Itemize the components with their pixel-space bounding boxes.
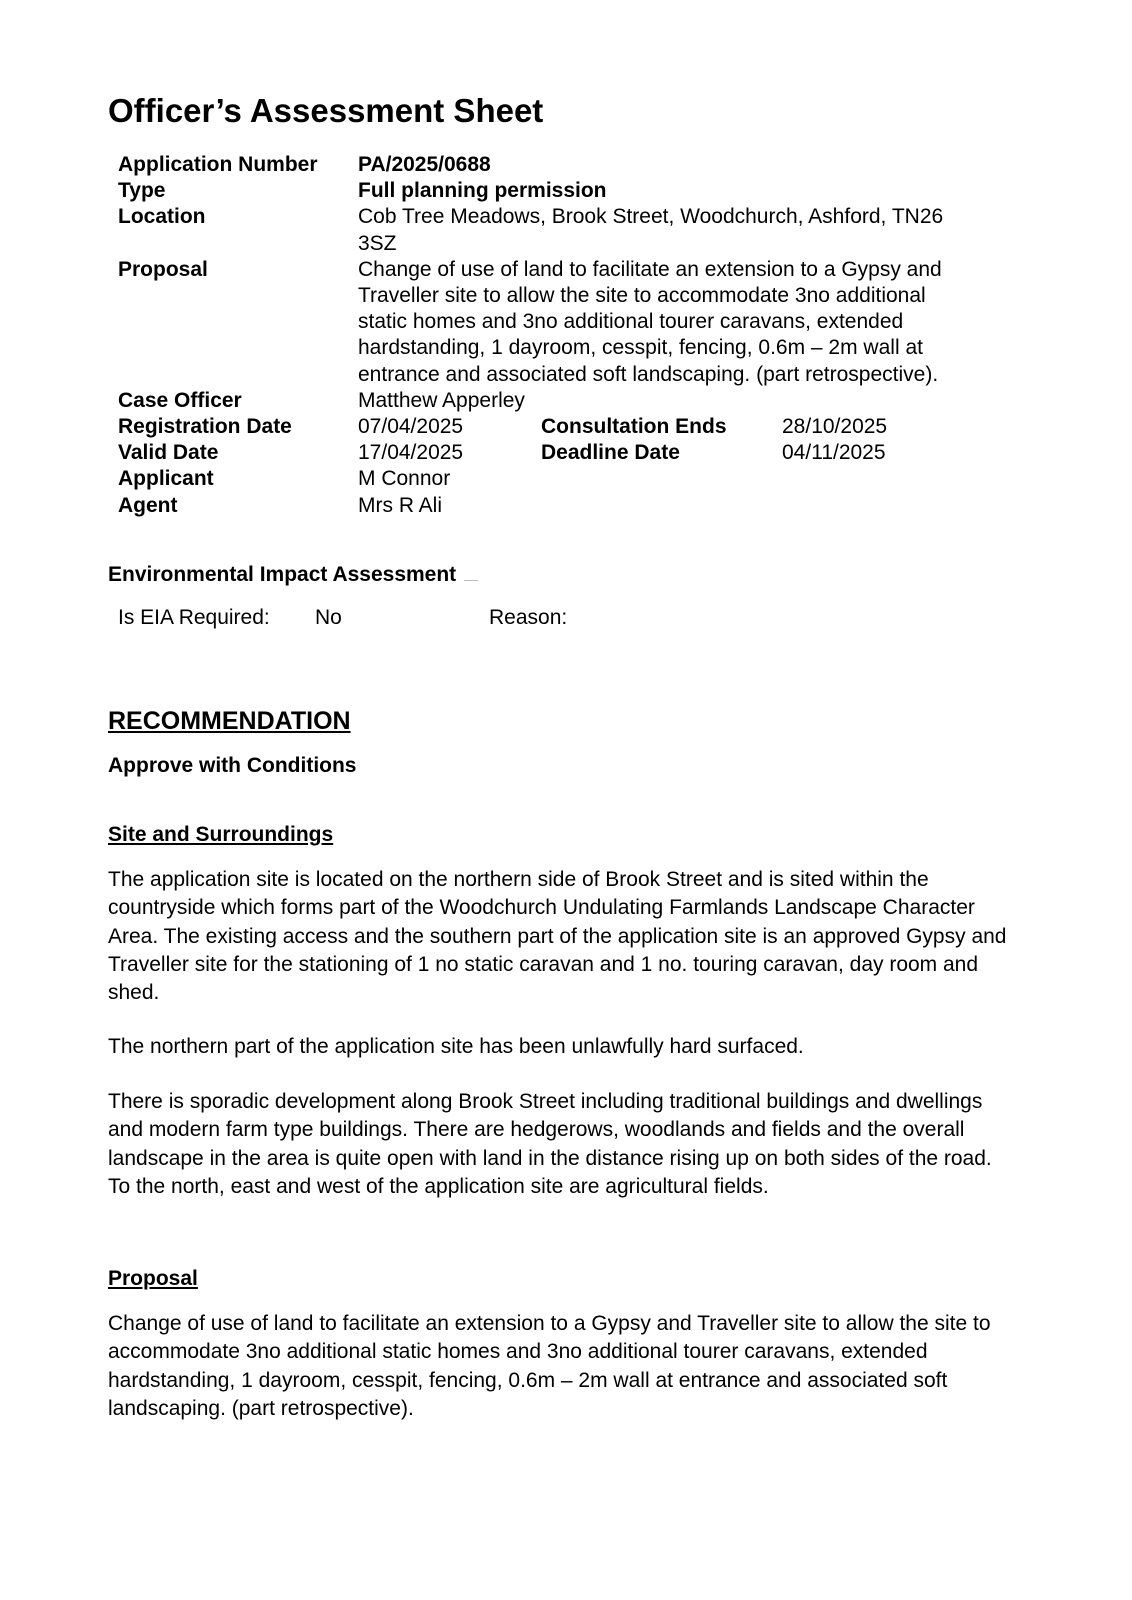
location-label: Location [118, 205, 206, 229]
applicant-value: M Connor [358, 467, 451, 491]
proposal-heading: Proposal [108, 1267, 198, 1290]
detail-row-registration-date [118, 414, 1018, 440]
location-value: Cob Tree Meadows, Brook Street, Woodchurch, Ashford, TN26 3SZ [358, 205, 944, 255]
eia-heading: Environmental Impact Assessment [108, 563, 457, 586]
proposal-label: Proposal [118, 257, 208, 281]
detail-row-proposal [118, 257, 1018, 388]
case-officer-label: Case Officer [118, 388, 242, 412]
page-title: Officer’s Assessment Sheet [108, 92, 544, 129]
detail-row-location [118, 204, 1018, 256]
applicant-label: Applicant [118, 467, 214, 491]
type-label: Type [118, 179, 166, 203]
application-details [118, 152, 1018, 519]
recommendation-heading: RECOMMENDATION [108, 707, 351, 735]
agent-value: Mrs R Ali [358, 493, 442, 517]
consultation-ends-value: 28/10/2025 [782, 415, 888, 439]
registration-date-label: Registration Date [118, 415, 292, 439]
proposal-value: Change of use of land to facilitate an extension to a Gypsy and Traveller site to allow the site to accommodate 3no additional static homes and 3no additional tourer caravans, extended hardstanding, 1 dayroom, cesspit, fencing, 0.6m – 2m wall at entrance and associated soft landscaping. (part retrospective). [358, 257, 942, 386]
recommendation-value: Approve with Conditions [108, 754, 357, 777]
site-surroundings-heading: Site and Surroundings [108, 823, 334, 846]
detail-row-agent [118, 493, 1018, 519]
deadline-date-value: 04/11/2025 [782, 441, 886, 465]
detail-row-case-officer [118, 388, 1018, 414]
detail-row-valid-date [118, 440, 1018, 466]
site-paragraph-1: The application site is located on the northern side of Brook Street and is sited within the countryside which forms part of the Woodchurch Undulating Farmlands Landscape Character Area. The existing access and the southern part of the application site is an approved Gypsy and Traveller site for the stationing of 1 no static caravan and 1 no. touring caravan, day room and shed. [108, 868, 1007, 1005]
application-number-label: Application Number [118, 153, 318, 176]
eia-marker [464, 580, 478, 581]
valid-date-label: Valid Date [118, 441, 219, 465]
application-number-value: PA/2025/0688 [358, 153, 491, 176]
eia-required-label: Is EIA Required: [118, 606, 270, 629]
type-value: Full planning permission [358, 179, 607, 203]
valid-date-value: 17/04/2025 [358, 441, 464, 465]
eia-required-value: No [315, 606, 342, 629]
proposal-paragraph: Change of use of land to facilitate an extension to a Gypsy and Traveller site to allow the site to accommodate 3no additional static homes and 3no additional tourer caravans, extended hardstanding, 1 dayroom, cesspit, fencing, 0.6m – 2m wall at entrance and associated soft landscaping. (part retrospective). [108, 1312, 991, 1420]
detail-row-type [118, 178, 1018, 204]
detail-row-application-number [118, 152, 1018, 178]
site-paragraph-3: There is sporadic development along Brook Street including traditional buildings and dwellings and modern farm type buildings. There are hedgerows, woodlands and fields and the overall landscape in the area is quite open with land in the distance rising up on both sides of the road. To the north, east and west of the application site are agricultural fields. [108, 1090, 992, 1198]
eia-heading-block [108, 563, 478, 587]
site-paragraph-2: The northern part of the application site has been unlawfully hard surfaced. [108, 1035, 804, 1058]
registration-date-value: 07/04/2025 [358, 415, 464, 439]
detail-row-applicant [118, 466, 1018, 492]
deadline-date-label: Deadline Date [541, 441, 680, 465]
eia-reason-label: Reason: [489, 606, 568, 629]
consultation-ends-label: Consultation Ends [541, 415, 727, 439]
agent-label: Agent [118, 493, 178, 517]
case-officer-value: Matthew Apperley [358, 388, 525, 412]
